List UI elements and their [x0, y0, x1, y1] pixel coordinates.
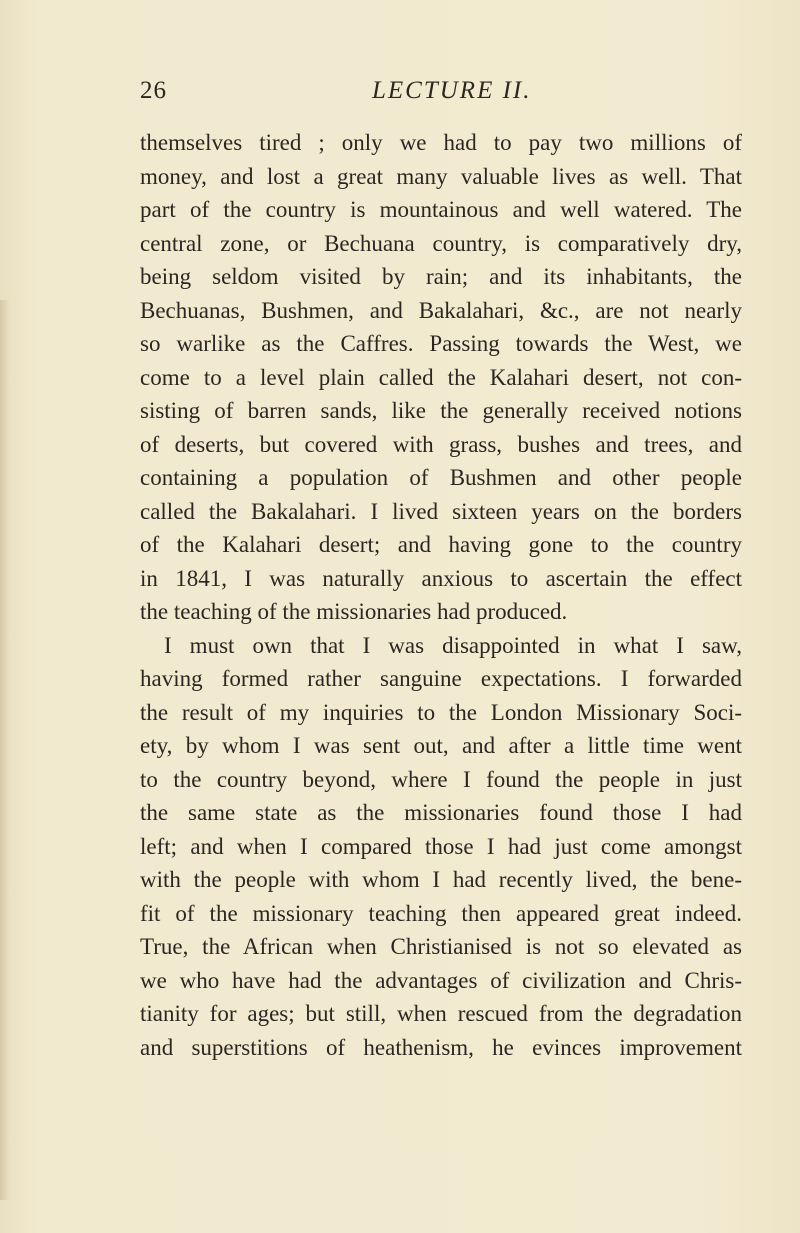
text-line: being seldom visited by rain; and its inhabitants, the — [140, 264, 742, 289]
text-line: we who have had the advantages of civilization and Chris- — [140, 967, 742, 993]
text-line: part of the country is mountainous and well watered. The — [140, 197, 742, 222]
text-line: ety, by whom I was sent out, and after a little time went — [140, 733, 742, 758]
text-line: left; and when I compared those I had just come amongst — [140, 833, 742, 859]
text-line: fit of the missionary teaching then appeared great indeed. — [140, 900, 742, 926]
text-line: of the Kalahari desert; and having gone to the country — [140, 532, 742, 557]
text-line: I must own that I was disappointed in what I saw, — [164, 632, 742, 658]
page-gutter-shadow — [0, 300, 10, 1200]
text-line: with the people with whom I had recently lived, the bene- — [140, 867, 742, 892]
text-line: to the country beyond, where I found the people in just — [140, 766, 742, 792]
text-line: tianity for ages; but still, when rescued from the degradation — [140, 1001, 742, 1026]
text-line: of deserts, but covered with grass, bushes and trees, and — [140, 431, 742, 457]
text-line: the result of my inquiries to the London Missionary Soci- — [140, 699, 742, 725]
body-text — [140, 126, 742, 1064]
text-line: central zone, or Bechuana country, is comparatively dry, — [140, 230, 742, 256]
text-line: so warlike as the Caffres. Passing towards the West, we — [140, 331, 742, 356]
text-line: sisting of barren sands, like the generally received notions — [140, 398, 742, 423]
text-line: the teaching of the missionaries had produced. — [140, 599, 568, 624]
text-line: Bechuanas, Bushmen, and Bakalahari, &c., are not nearly — [140, 297, 742, 323]
text-line: come to a level plain called the Kalahari desert, not con- — [140, 364, 742, 390]
text-line: and superstitions of heathenism, he evinces improvement — [140, 1034, 742, 1060]
text-line: in 1841, I was naturally anxious to ascertain the effect — [140, 565, 742, 591]
text-line: called the Bakalahari. I lived sixteen years on the borders — [140, 498, 742, 524]
text-line: having formed rather sanguine expectations. I forwarded — [140, 666, 742, 691]
text-line: the same state as the missionaries found those I had — [140, 800, 742, 825]
text-line: money, and lost a great many valuable lives as well. That — [140, 163, 742, 189]
text-line: themselves tired ; only we had to pay two millions of — [140, 130, 742, 155]
running-head: LECTURE II. — [372, 77, 532, 104]
text-line: containing a population of Bushmen and other people — [140, 465, 742, 490]
page-number: 26 — [140, 77, 167, 104]
text-line: True, the African when Christianised is not so elevated as — [140, 934, 742, 959]
page-header — [140, 76, 740, 110]
